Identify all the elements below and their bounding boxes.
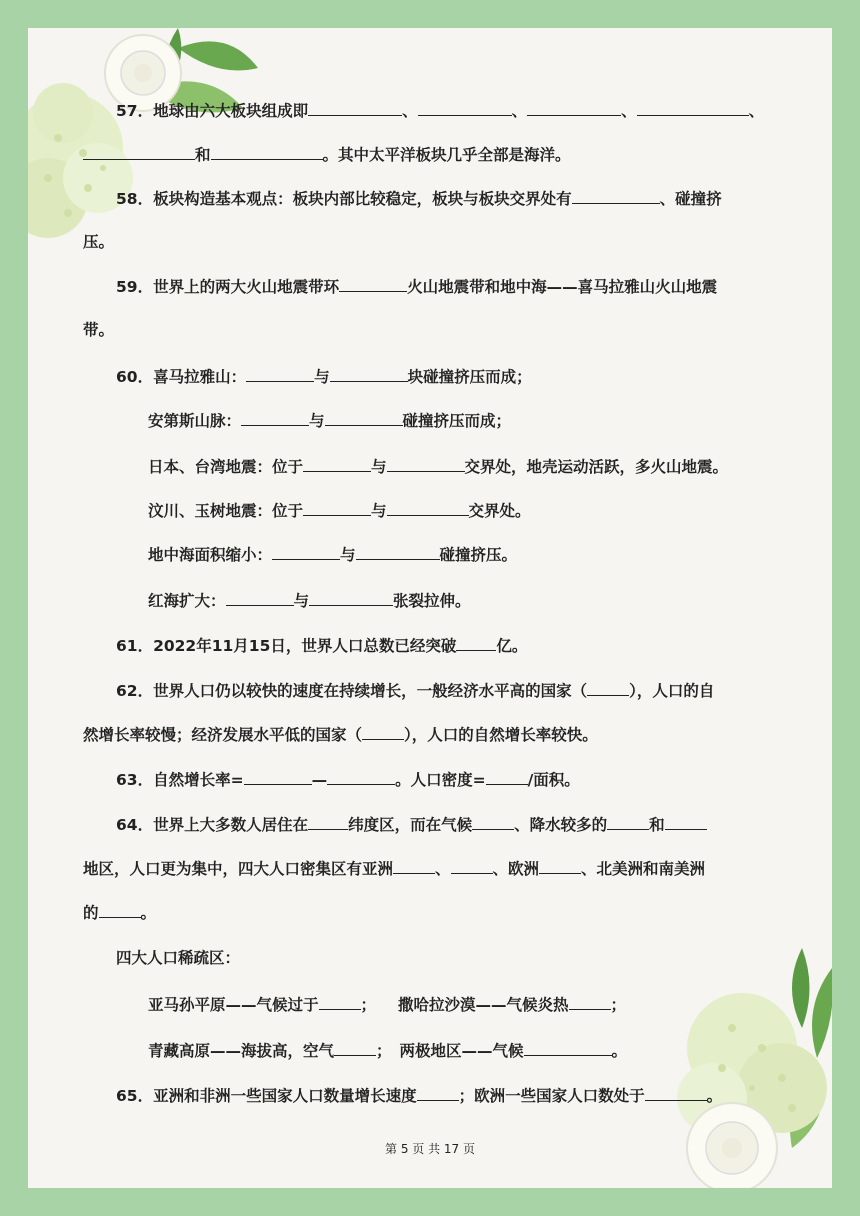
answer-blank[interactable] bbox=[325, 408, 403, 426]
answer-blank[interactable] bbox=[539, 856, 581, 874]
answer-blank[interactable] bbox=[362, 722, 404, 740]
answer-blank[interactable] bbox=[569, 992, 611, 1010]
question-63-text: /面积。 bbox=[527, 771, 580, 789]
answer-blank[interactable] bbox=[226, 588, 294, 606]
question-60-text: 地中海面积缩小： bbox=[148, 546, 273, 564]
question-60-line-6 bbox=[148, 588, 471, 611]
question-58-text: 58．板块构造基本观点：板块内部比较稳定，板块与板块交界处有 bbox=[116, 190, 572, 208]
question-64-text: 、欧洲 bbox=[492, 860, 540, 878]
question-64-text: 纬度区，而在气候 bbox=[348, 816, 473, 834]
page-footer: 第 5 页 共 17 页 bbox=[385, 1142, 475, 1156]
sparse-text: 青藏高原——海拔高，空气 bbox=[148, 1042, 335, 1060]
question-57-line-1 bbox=[116, 98, 764, 121]
answer-blank[interactable] bbox=[387, 498, 469, 516]
question-60-text: 60．喜马拉雅山： bbox=[116, 368, 247, 386]
question-64-line-3 bbox=[83, 900, 156, 923]
answer-blank[interactable] bbox=[99, 900, 141, 918]
sparse-text: ； bbox=[360, 996, 377, 1014]
question-60-text: 日本、台湾地震：位于 bbox=[148, 458, 304, 476]
question-60-line-2 bbox=[148, 408, 511, 431]
separator: 、 bbox=[511, 102, 528, 120]
question-61-text: 61．2022年11月15日，世界人口总数已经突破 bbox=[116, 637, 457, 655]
answer-blank[interactable] bbox=[637, 98, 749, 116]
question-63-text: — bbox=[311, 771, 328, 789]
question-57-text: 。其中太平洋板块几乎全部是海洋。 bbox=[322, 146, 571, 164]
question-61 bbox=[116, 633, 527, 656]
question-58-line-2 bbox=[83, 230, 114, 252]
question-60-line-4 bbox=[148, 498, 531, 521]
question-59-text: 59．世界上的两大火山地震带环 bbox=[116, 278, 340, 296]
answer-blank[interactable] bbox=[327, 767, 395, 785]
question-60-text: 块碰撞挤压而成； bbox=[407, 368, 532, 386]
question-58-line-1 bbox=[116, 186, 722, 209]
question-60-text: 张裂拉伸。 bbox=[393, 592, 471, 610]
question-59-line-1 bbox=[116, 274, 717, 297]
question-60-text: 碰撞挤压。 bbox=[439, 546, 518, 564]
sparse-line-1 bbox=[148, 992, 626, 1015]
separator: 、 bbox=[402, 102, 418, 120]
answer-blank[interactable] bbox=[241, 408, 309, 426]
question-59-text: 火山地震带和地中海——喜马拉雅山火山地震 bbox=[407, 278, 718, 296]
question-60-text: 红海扩大： bbox=[148, 592, 226, 610]
answer-blank[interactable] bbox=[417, 1083, 459, 1101]
answer-blank[interactable] bbox=[244, 767, 312, 785]
answer-blank[interactable] bbox=[339, 274, 407, 292]
answer-blank[interactable] bbox=[451, 856, 493, 874]
answer-blank[interactable] bbox=[393, 856, 435, 874]
question-58-text: 压。 bbox=[83, 233, 115, 251]
question-63-text: 63．自然增长率= bbox=[116, 771, 244, 789]
sparse-text: 两极地区——气候 bbox=[399, 1042, 524, 1060]
sparse-text: ； bbox=[610, 996, 627, 1014]
question-61-text: 亿。 bbox=[496, 637, 528, 655]
document-page bbox=[28, 28, 832, 1188]
answer-blank[interactable] bbox=[303, 498, 371, 516]
question-63-text: 。人口密度= bbox=[395, 771, 486, 789]
question-64-text: 。 bbox=[140, 904, 157, 922]
question-64-text: 的 bbox=[83, 904, 99, 922]
answer-blank[interactable] bbox=[246, 364, 314, 382]
answer-blank[interactable] bbox=[319, 992, 361, 1010]
question-60-text: 与 bbox=[371, 458, 387, 476]
answer-blank[interactable] bbox=[356, 542, 440, 560]
question-62-text: 62．世界人口仍以较快的速度在持续增长，一般经济水平高的国家（ bbox=[116, 682, 588, 700]
question-65-text: ；欧洲一些国家人口数处于 bbox=[458, 1087, 645, 1105]
answer-blank[interactable] bbox=[418, 98, 512, 116]
answer-blank[interactable] bbox=[486, 767, 528, 785]
answer-blank[interactable] bbox=[308, 812, 348, 830]
question-60-text: 汶川、玉树地震：位于 bbox=[148, 502, 304, 520]
question-60-text: 与 bbox=[314, 368, 330, 386]
question-57-text: 和 bbox=[195, 146, 211, 164]
answer-blank[interactable] bbox=[334, 1038, 376, 1056]
question-64-text: 、北美洲和南美洲 bbox=[581, 860, 706, 878]
question-62-text: ），人口的自 bbox=[629, 682, 715, 700]
sparse-text: 。 bbox=[611, 1042, 628, 1060]
sparse-text: 亚马孙平原——气候过于 bbox=[148, 996, 319, 1014]
answer-blank[interactable] bbox=[211, 142, 323, 160]
question-60-text: 交界处，地壳运动活跃，多火山地震。 bbox=[464, 458, 729, 476]
question-57-text: 57．地球由六大板块组成即 bbox=[116, 102, 309, 120]
question-64-text: 地区，人口更为集中，四大人口密集区有亚洲 bbox=[83, 860, 394, 878]
answer-blank[interactable] bbox=[607, 812, 649, 830]
question-57-line-2 bbox=[83, 142, 571, 165]
question-63 bbox=[116, 767, 580, 790]
question-60-text: 与 bbox=[340, 546, 356, 564]
answer-blank[interactable] bbox=[524, 1038, 612, 1056]
question-60-text: 安第斯山脉： bbox=[148, 412, 242, 430]
question-58-text: 、碰撞挤 bbox=[659, 190, 722, 208]
sparse-text: ； bbox=[376, 1042, 392, 1060]
question-60-line-3 bbox=[148, 454, 728, 477]
question-59-text: 带。 bbox=[83, 321, 115, 339]
question-64-text: 、降水较多的 bbox=[514, 816, 608, 834]
separator: 、 bbox=[748, 102, 765, 120]
question-60-text: 与 bbox=[371, 502, 387, 520]
question-60-text: 交界处。 bbox=[468, 502, 531, 520]
question-60-text: 与 bbox=[293, 592, 310, 610]
sparse-line-2 bbox=[148, 1038, 627, 1061]
question-60-text: 碰撞挤压而成； bbox=[402, 412, 512, 430]
question-64-text: 和 bbox=[649, 816, 665, 834]
answer-blank[interactable] bbox=[472, 812, 514, 830]
question-64-text: 64．世界上大多数人居住在 bbox=[116, 816, 309, 834]
sparse-title-text: 四大人口稀疏区： bbox=[116, 949, 241, 967]
answer-blank[interactable] bbox=[303, 454, 371, 472]
question-59-line-2 bbox=[83, 318, 114, 340]
question-62-text: ），人口的自然增长率较快。 bbox=[404, 726, 598, 744]
question-60-line-5 bbox=[148, 542, 517, 565]
question-65 bbox=[116, 1083, 722, 1106]
question-64-line-1 bbox=[116, 812, 707, 835]
answer-blank[interactable] bbox=[308, 98, 402, 116]
question-62-line-2 bbox=[83, 722, 598, 745]
question-64-line-2 bbox=[83, 856, 705, 879]
question-60-text: 与 bbox=[309, 412, 325, 430]
answer-blank[interactable] bbox=[572, 186, 660, 204]
question-64-text: 、 bbox=[435, 860, 451, 878]
sparse-areas-title bbox=[116, 946, 240, 968]
answer-blank[interactable] bbox=[272, 542, 340, 560]
answer-blank[interactable] bbox=[456, 633, 496, 651]
question-62-line-1 bbox=[116, 678, 714, 701]
answer-blank[interactable] bbox=[527, 98, 621, 116]
answer-blank[interactable] bbox=[309, 588, 393, 606]
answer-blank[interactable] bbox=[665, 812, 707, 830]
separator: 、 bbox=[621, 102, 637, 120]
answer-blank[interactable] bbox=[387, 454, 465, 472]
question-62-text: 然增长率较慢；经济发展水平低的国家（ bbox=[83, 726, 363, 744]
answer-blank[interactable] bbox=[83, 142, 195, 160]
question-65-text: 65．亚洲和非洲一些国家人口数量增长速度 bbox=[116, 1087, 417, 1105]
answer-blank[interactable] bbox=[330, 364, 408, 382]
sparse-text: 撒哈拉沙漠——气候炎热 bbox=[398, 996, 569, 1014]
answer-blank[interactable] bbox=[587, 678, 629, 696]
answer-blank[interactable] bbox=[645, 1083, 707, 1101]
question-65-text: 。 bbox=[706, 1087, 723, 1105]
question-60-line-1 bbox=[116, 364, 532, 387]
